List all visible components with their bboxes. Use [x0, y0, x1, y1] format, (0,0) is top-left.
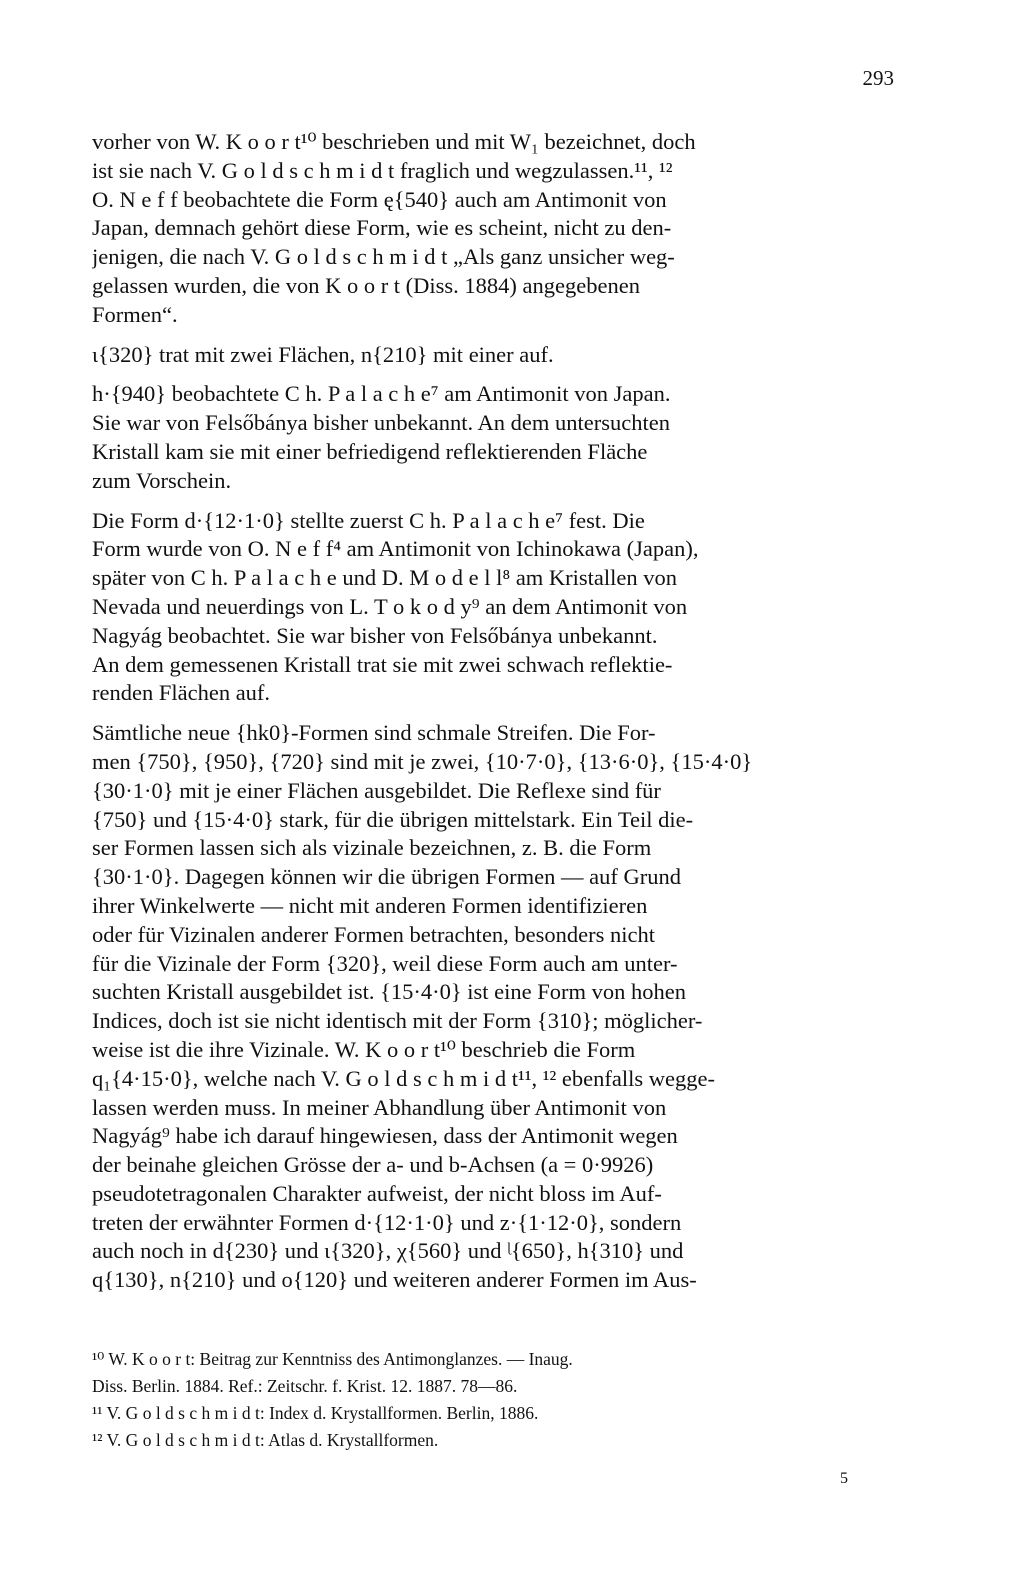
text-line: ist sie nach V. G o l d s c h m i d t fraglich und wegzulassen.¹¹, ¹²	[92, 157, 673, 183]
body-text	[92, 128, 864, 1295]
footnote-line: Diss. Berlin. 1884. Ref.: Zeitschr. f. Krist. 12. 1887. 78—86.	[92, 1376, 518, 1396]
text-line: Die Form d·{12·1·0} stellte zuerst C h. P a l a c h e⁷ fest. Die	[92, 507, 645, 533]
footnote-line: ¹¹ V. G o l d s c h m i d t: Index d. Krystallformen. Berlin, 1886.	[92, 1403, 539, 1423]
text-line: {30·1·0} mit je einer Flächen ausgebildet. Die Reflexe sind für	[92, 777, 661, 803]
paragraph-gap	[92, 708, 864, 719]
text-line: auch noch in d{230} und ι{320}, χ{560} und ᶩ{650}, h{310} und	[92, 1238, 684, 1264]
paragraph-gap	[92, 330, 864, 341]
text-line: q₁{4·15·0}, welche nach V. G o l d s c h m i d t¹¹, ¹² ebenfalls wegge-	[92, 1065, 715, 1091]
text-line: zum Vorschein.	[92, 467, 232, 493]
paragraph-gap	[92, 496, 864, 507]
footnotes	[92, 1346, 864, 1454]
text-line: {750} und {15·4·0} stark, für die übrigen mittelstark. Ein Teil die-	[92, 806, 694, 832]
text-line: Form wurde von O. N e f f⁴ am Antimonit von Ichinokawa (Japan),	[92, 536, 699, 562]
text-line: gelassen wurden, die von K o o r t (Diss. 1884) angegebenen	[92, 272, 640, 298]
text-line: Nagyág⁹ habe ich darauf hingewiesen, dass der Antimonit wegen	[92, 1123, 678, 1149]
page-number: 293	[862, 66, 894, 90]
text-line: ser Formen lassen sich als vizinale bezeichnen, z. B. die Form	[92, 835, 652, 861]
text-line: Indices, doch ist sie nicht identisch mit der Form {310}; möglicher-	[92, 1008, 703, 1034]
text-line: men {750}, {950}, {720} sind mit je zwei, {10·7·0}, {13·6·0}, {15·4·0}	[92, 748, 753, 774]
text-line: Kristall kam sie mit einer befriedigend reflektierenden Fläche	[92, 438, 648, 464]
text-line: treten der erwähnter Formen d·{12·1·0} und z·{1·12·0}, sondern	[92, 1209, 682, 1235]
paragraph-gap	[92, 369, 864, 380]
text-line: lassen werden muss. In meiner Abhandlung über Antimonit von	[92, 1094, 667, 1120]
text-line: Nevada und neuerdings von L. T o k o d y⁹ an dem Antimonit von	[92, 593, 688, 619]
text-line: Sämtliche neue {hk0}-Formen sind schmale Streifen. Die For-	[92, 720, 656, 746]
text-line: später von C h. P a l a c h e und D. M o d e l l⁸ am Kristallen von	[92, 565, 678, 591]
text-line: suchten Kristall ausgebildet ist. {15·4·0} ist eine Form von hohen	[92, 979, 687, 1005]
signature-mark: 5	[840, 1470, 848, 1487]
text-line: h·{940} beobachtete C h. P a l a c h e⁷ am Antimonit von Japan.	[92, 381, 671, 407]
text-line: ι{320} trat mit zwei Flächen, n{210} mit einer auf.	[92, 341, 554, 367]
text-line: pseudotetragonalen Charakter aufweist, der nicht bloss im Auf-	[92, 1180, 662, 1206]
text-line: oder für Vizinalen anderer Formen betrachten, besonders nicht	[92, 921, 656, 947]
footnote-line: ¹⁰ W. K o o r t: Beitrag zur Kenntniss des Antimonglanzes. — Inaug.	[92, 1349, 573, 1369]
text-line: Formen“.	[92, 301, 178, 327]
footnote-line: ¹² V. G o l d s c h m i d t: Atlas d. Krystallformen.	[92, 1430, 439, 1450]
text-line: q{130}, n{210} und o{120} und weiteren anderer Formen im Aus-	[92, 1267, 697, 1293]
text-line: der beinahe gleichen Grösse der a- und b-Achsen (a = 0·9926)	[92, 1152, 654, 1178]
text-line: O. N e f f beobachtete die Form ę{540} auch am Antimonit von	[92, 186, 667, 212]
text-line: für die Vizinale der Form {320}, weil diese Form auch am unter-	[92, 950, 678, 976]
text-line: An dem gemessenen Kristall trat sie mit zwei schwach reflektie-	[92, 651, 673, 677]
text-line: weise ist die ihre Vizinale. W. K o o r t¹⁰ beschrieb die Form	[92, 1036, 636, 1062]
text-line: Sie war von Felsőbánya bisher unbekannt. An dem untersuchten	[92, 410, 671, 436]
text-line: vorher von W. K o o r t¹⁰ beschrieben und mit W₁ bezeichnet, doch	[92, 129, 696, 154]
text-line: {30·1·0}. Dagegen können wir die übrigen Formen — auf Grund	[92, 864, 681, 890]
text-line: ihrer Winkelwerte — nicht mit anderen Formen identifizieren	[92, 892, 648, 918]
text-line: renden Flächen auf.	[92, 680, 271, 706]
text-line: Japan, demnach gehört diese Form, wie es scheint, nicht zu den-	[92, 215, 672, 241]
text-line: jenigen, die nach V. G o l d s c h m i d t „Als ganz unsicher weg-	[92, 244, 675, 270]
text-line: Nagyág beobachtet. Sie war bisher von Felsőbánya unbekannt.	[92, 622, 658, 648]
